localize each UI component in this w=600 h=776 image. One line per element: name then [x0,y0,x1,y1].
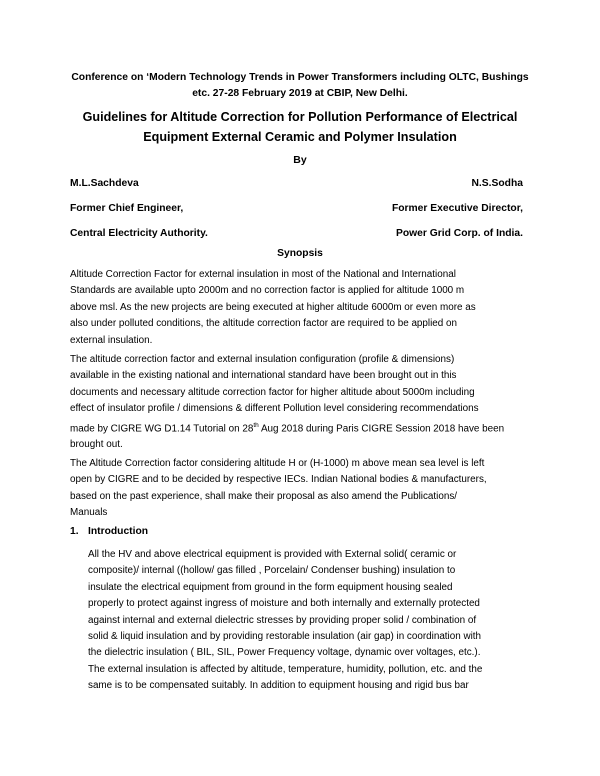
paragraph-line: open by CIGRE and to be decided by respective IECs. Indian National bodies & manufacturers, [70,474,487,486]
paragraph-line: The external insulation is affected by altitude, temperature, humidity, pollution, etc. and the [88,663,483,675]
ordinal-superscript: th [253,421,259,429]
paper-title [50,107,550,147]
paragraph-line: based on the past experience, shall make their proposal as also amend the Publications/ [70,490,458,502]
paragraph-line: same is to be compensated suitably. In addition to equipment housing and rigid bus bar [88,680,469,692]
paragraph-line: also under polluted conditions, the altitude correction factor are required to be applied on [70,318,458,330]
paragraph-line: brought out. [70,439,123,451]
synopsis-paragraph-1 [70,267,532,349]
synopsis-paragraph-2 [70,352,532,454]
paragraph-line: Altitude Correction Factor for external insulation in most of the National and International [70,269,456,280]
paragraph-line: solid & liquid insulation and by providing restorable insulation (air gap) in coordination with [88,631,482,643]
paragraph-line: external insulation. [70,334,153,346]
paragraph-line: available in the existing national and international standard have been brought out in this [70,370,457,382]
paper-title-line-1: Guidelines for Altitude Correction for Pollution Performance of Electrical [82,110,518,124]
paragraph-line: The Altitude Correction factor considering altitude H or (H-1000) m above mean sea level is left [70,458,485,469]
paragraph-line: above msl. As the new projects are being executed at higher altitude 6000m or even more as [70,301,476,313]
paragraph-line: the dielectric insulation ( BIL, SIL, Power Frequency voltage, dynamic over voltages, etc.). [88,647,481,659]
paragraph-line: documents and necessary altitude correction factor for higher altitude about 5000m including [70,386,475,398]
paragraph-line [70,418,532,438]
introduction-paragraph [88,547,538,695]
paragraph-line: All the HV and above electrical equipment is provided with External solid( ceramic or [88,549,457,560]
author-right-designation: Former Executive Director, [391,203,523,214]
author-right-organization: Power Grid Corp. of India. [395,228,523,239]
paragraph-line: insulate the electrical equipment from ground in the form equipment housing sealed [88,581,453,593]
paragraph-line: against internal and external dielectric stresses by providing proper solid / combination of [88,614,477,626]
paragraph-line: The altitude correction factor and external insulation configuration (profile & dimensions) [70,354,455,365]
conference-line-1: Conference on ‘Modern Technology Trends in Power Transformers including OLTC, Bushings [71,72,529,83]
synopsis-heading: Synopsis [277,248,323,259]
author-left-designation: Former Chief Engineer, [70,203,184,214]
by-label: By [293,154,307,166]
section-title: Introduction [88,526,149,537]
author-left-organization: Central Electricity Authority. [70,228,208,239]
introduction-heading [70,525,148,539]
conference-header [60,70,540,102]
conference-line-2: etc. 27-28 February 2019 at CBIP, New Delhi. [192,88,408,99]
paragraph-line: effect of insulator profile / dimensions & different Pollution level considering recommendations [70,403,479,415]
author-left-name: M.L.Sachdeva [70,178,139,189]
author-right-name: N.S.Sodha [471,178,523,189]
paragraph-line: composite)/ internal ((hollow/ gas filled , Porcelain/ Condenser bushing) insulation to [88,565,456,577]
paragraph-line: properly to protect against ingress of moisture and both internally and externally protected [88,598,480,610]
section-number: 1. [70,526,79,537]
date-text-continued: Aug 2018 during Paris CIGRE Session 2018 have been [258,422,505,434]
paragraph-line: Standards are available upto 2000m and no correction factor is applied for altitude 1000 m [70,285,465,297]
paragraph-line: Manuals [70,507,108,519]
synopsis-paragraph-3 [70,456,532,522]
paper-title-line-2: Equipment External Ceramic and Polymer Insulation [143,130,457,144]
date-text: made by CIGRE WG D1.14 Tutorial on 28 [70,422,254,434]
